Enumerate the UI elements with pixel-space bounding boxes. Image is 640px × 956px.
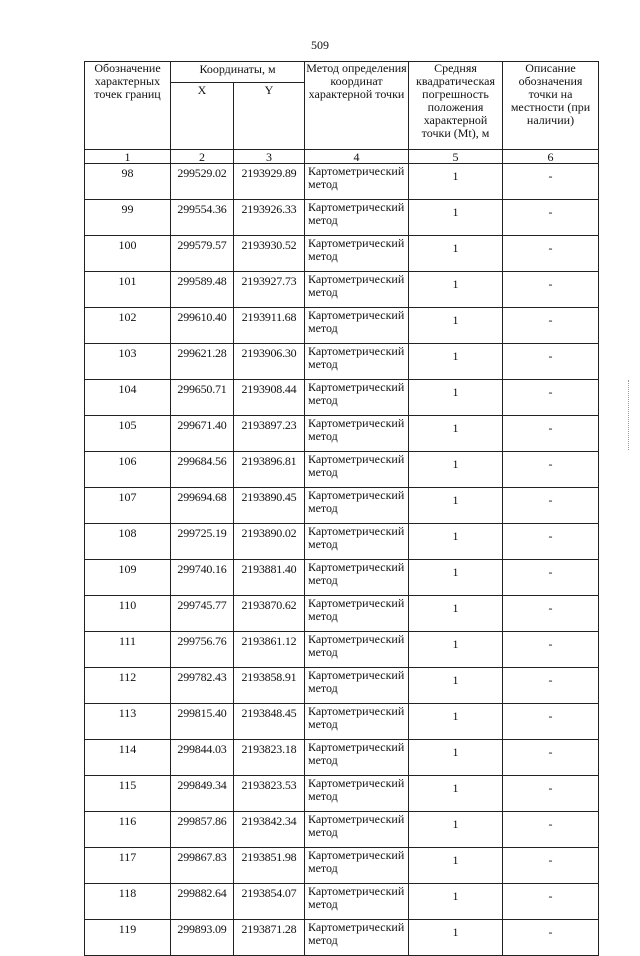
method-cell: Картометрический метод xyxy=(305,560,409,596)
description-cell: - xyxy=(503,272,599,308)
y-coordinate-cell: 2193881.40 xyxy=(234,560,305,596)
x-coordinate-cell: 299589.48 xyxy=(171,272,234,308)
point-id-cell: 110 xyxy=(85,596,171,632)
description-cell: - xyxy=(503,380,599,416)
error-cell: 1 xyxy=(409,164,503,200)
description-cell: - xyxy=(503,740,599,776)
header-x: X xyxy=(171,83,234,150)
x-coordinate-cell: 299579.57 xyxy=(171,236,234,272)
y-coordinate-cell: 2193842.34 xyxy=(234,812,305,848)
error-cell: 1 xyxy=(409,308,503,344)
table-row xyxy=(85,164,599,200)
error-cell: 1 xyxy=(409,200,503,236)
description-cell: - xyxy=(503,164,599,200)
y-coordinate-cell: 2193890.02 xyxy=(234,524,305,560)
description-cell: - xyxy=(503,596,599,632)
point-id-cell: 99 xyxy=(85,200,171,236)
x-coordinate-cell: 299529.02 xyxy=(171,164,234,200)
y-coordinate-cell: 2193926.33 xyxy=(234,200,305,236)
method-cell: Картометрический метод xyxy=(305,740,409,776)
y-coordinate-cell: 2193823.53 xyxy=(234,776,305,812)
description-cell: - xyxy=(503,812,599,848)
table-row xyxy=(85,344,599,380)
column-number: 2 xyxy=(171,150,234,164)
x-coordinate-cell: 299782.43 xyxy=(171,668,234,704)
table-row xyxy=(85,740,599,776)
y-coordinate-cell: 2193896.81 xyxy=(234,452,305,488)
point-id-cell: 118 xyxy=(85,884,171,920)
point-id-cell: 107 xyxy=(85,488,171,524)
y-coordinate-cell: 2193848.45 xyxy=(234,704,305,740)
method-cell: Картометрический метод xyxy=(305,164,409,200)
point-id-cell: 100 xyxy=(85,236,171,272)
table-row xyxy=(85,848,599,884)
table-row xyxy=(85,200,599,236)
column-number: 4 xyxy=(305,150,409,164)
error-cell: 1 xyxy=(409,704,503,740)
column-number-row xyxy=(85,150,599,164)
point-id-cell: 104 xyxy=(85,380,171,416)
error-cell: 1 xyxy=(409,812,503,848)
point-id-cell: 117 xyxy=(85,848,171,884)
error-cell: 1 xyxy=(409,236,503,272)
table-row xyxy=(85,632,599,668)
y-coordinate-cell: 2193927.73 xyxy=(234,272,305,308)
x-coordinate-cell: 299844.03 xyxy=(171,740,234,776)
error-cell: 1 xyxy=(409,344,503,380)
error-cell: 1 xyxy=(409,452,503,488)
method-cell: Картометрический метод xyxy=(305,524,409,560)
x-coordinate-cell: 299849.34 xyxy=(171,776,234,812)
method-cell: Картометрический метод xyxy=(305,812,409,848)
method-cell: Картометрический метод xyxy=(305,308,409,344)
description-cell: - xyxy=(503,344,599,380)
table-row xyxy=(85,524,599,560)
method-cell: Картометрический метод xyxy=(305,488,409,524)
error-cell: 1 xyxy=(409,884,503,920)
y-coordinate-cell: 2193851.98 xyxy=(234,848,305,884)
x-coordinate-cell: 299554.36 xyxy=(171,200,234,236)
description-cell: - xyxy=(503,848,599,884)
y-coordinate-cell: 2193908.44 xyxy=(234,380,305,416)
method-cell: Картометрический метод xyxy=(305,632,409,668)
method-cell: Картометрический метод xyxy=(305,380,409,416)
x-coordinate-cell: 299893.09 xyxy=(171,920,234,956)
point-id-cell: 112 xyxy=(85,668,171,704)
table-row xyxy=(85,416,599,452)
x-coordinate-cell: 299671.40 xyxy=(171,416,234,452)
table-row xyxy=(85,488,599,524)
error-cell: 1 xyxy=(409,596,503,632)
error-cell: 1 xyxy=(409,524,503,560)
table-row xyxy=(85,380,599,416)
point-id-cell: 115 xyxy=(85,776,171,812)
table-row xyxy=(85,812,599,848)
point-id-cell: 102 xyxy=(85,308,171,344)
header-y: Y xyxy=(234,83,305,150)
method-cell: Картометрический метод xyxy=(305,704,409,740)
method-cell: Картометрический метод xyxy=(305,668,409,704)
y-coordinate-cell: 2193861.12 xyxy=(234,632,305,668)
header-coordinates: Координаты, м xyxy=(171,62,305,83)
error-cell: 1 xyxy=(409,380,503,416)
x-coordinate-cell: 299694.68 xyxy=(171,488,234,524)
method-cell: Картометрический метод xyxy=(305,344,409,380)
description-cell: - xyxy=(503,920,599,956)
description-cell: - xyxy=(503,236,599,272)
method-cell: Картометрический метод xyxy=(305,596,409,632)
table-row xyxy=(85,668,599,704)
table-row xyxy=(85,560,599,596)
point-id-cell: 105 xyxy=(85,416,171,452)
method-cell: Картометрический метод xyxy=(305,776,409,812)
error-cell: 1 xyxy=(409,920,503,956)
description-cell: - xyxy=(503,632,599,668)
point-id-cell: 116 xyxy=(85,812,171,848)
x-coordinate-cell: 299650.71 xyxy=(171,380,234,416)
description-cell: - xyxy=(503,488,599,524)
table-row xyxy=(85,308,599,344)
column-number: 5 xyxy=(409,150,503,164)
x-coordinate-cell: 299621.28 xyxy=(171,344,234,380)
table-row xyxy=(85,920,599,956)
x-coordinate-cell: 299684.56 xyxy=(171,452,234,488)
header-description: Описание обозначения точки на местности (при наличии) xyxy=(503,62,599,150)
method-cell: Картометрический метод xyxy=(305,884,409,920)
description-cell: - xyxy=(503,776,599,812)
y-coordinate-cell: 2193854.07 xyxy=(234,884,305,920)
point-id-cell: 111 xyxy=(85,632,171,668)
x-coordinate-cell: 299857.86 xyxy=(171,812,234,848)
error-cell: 1 xyxy=(409,488,503,524)
point-id-cell: 114 xyxy=(85,740,171,776)
table-row xyxy=(85,776,599,812)
method-cell: Картометрический метод xyxy=(305,848,409,884)
method-cell: Картометрический метод xyxy=(305,452,409,488)
y-coordinate-cell: 2193890.45 xyxy=(234,488,305,524)
column-number: 1 xyxy=(85,150,171,164)
y-coordinate-cell: 2193871.28 xyxy=(234,920,305,956)
x-coordinate-cell: 299815.40 xyxy=(171,704,234,740)
table-row xyxy=(85,236,599,272)
description-cell: - xyxy=(503,416,599,452)
method-cell: Картометрический метод xyxy=(305,200,409,236)
point-id-cell: 119 xyxy=(85,920,171,956)
point-id-cell: 101 xyxy=(85,272,171,308)
header-row xyxy=(85,62,599,83)
point-id-cell: 109 xyxy=(85,560,171,596)
point-id-cell: 98 xyxy=(85,164,171,200)
error-cell: 1 xyxy=(409,740,503,776)
y-coordinate-cell: 2193897.23 xyxy=(234,416,305,452)
page-number: 509 xyxy=(311,38,329,52)
x-coordinate-cell: 299740.16 xyxy=(171,560,234,596)
header-error: Средняя квадратическая погрешность положения характерной точки (Mt), м xyxy=(409,62,503,150)
error-cell: 1 xyxy=(409,632,503,668)
x-coordinate-cell: 299882.64 xyxy=(171,884,234,920)
description-cell: - xyxy=(503,200,599,236)
point-id-cell: 106 xyxy=(85,452,171,488)
method-cell: Картометрический метод xyxy=(305,236,409,272)
error-cell: 1 xyxy=(409,776,503,812)
error-cell: 1 xyxy=(409,416,503,452)
method-cell: Картометрический метод xyxy=(305,416,409,452)
description-cell: - xyxy=(503,524,599,560)
y-coordinate-cell: 2193823.18 xyxy=(234,740,305,776)
description-cell: - xyxy=(503,884,599,920)
table-row xyxy=(85,272,599,308)
error-cell: 1 xyxy=(409,668,503,704)
boundary-points-table xyxy=(84,61,599,956)
method-cell: Картометрический метод xyxy=(305,920,409,956)
column-number: 3 xyxy=(234,150,305,164)
y-coordinate-cell: 2193858.91 xyxy=(234,668,305,704)
table-row xyxy=(85,452,599,488)
y-coordinate-cell: 2193929.89 xyxy=(234,164,305,200)
x-coordinate-cell: 299610.40 xyxy=(171,308,234,344)
description-cell: - xyxy=(503,668,599,704)
table-row xyxy=(85,596,599,632)
x-coordinate-cell: 299725.19 xyxy=(171,524,234,560)
x-coordinate-cell: 299745.77 xyxy=(171,596,234,632)
table-row xyxy=(85,704,599,740)
description-cell: - xyxy=(503,704,599,740)
error-cell: 1 xyxy=(409,272,503,308)
table-row xyxy=(85,884,599,920)
y-coordinate-cell: 2193930.52 xyxy=(234,236,305,272)
point-id-cell: 108 xyxy=(85,524,171,560)
error-cell: 1 xyxy=(409,560,503,596)
description-cell: - xyxy=(503,452,599,488)
point-id-cell: 103 xyxy=(85,344,171,380)
header-point: Обозначение характерных точек границ xyxy=(85,62,171,150)
description-cell: - xyxy=(503,308,599,344)
scan-edge-mark xyxy=(628,380,631,450)
y-coordinate-cell: 2193906.30 xyxy=(234,344,305,380)
column-number: 6 xyxy=(503,150,599,164)
header-method: Метод определения координат характерной точки xyxy=(305,62,409,150)
description-cell: - xyxy=(503,560,599,596)
y-coordinate-cell: 2193870.62 xyxy=(234,596,305,632)
x-coordinate-cell: 299756.76 xyxy=(171,632,234,668)
point-id-cell: 113 xyxy=(85,704,171,740)
x-coordinate-cell: 299867.83 xyxy=(171,848,234,884)
method-cell: Картометрический метод xyxy=(305,272,409,308)
error-cell: 1 xyxy=(409,848,503,884)
y-coordinate-cell: 2193911.68 xyxy=(234,308,305,344)
